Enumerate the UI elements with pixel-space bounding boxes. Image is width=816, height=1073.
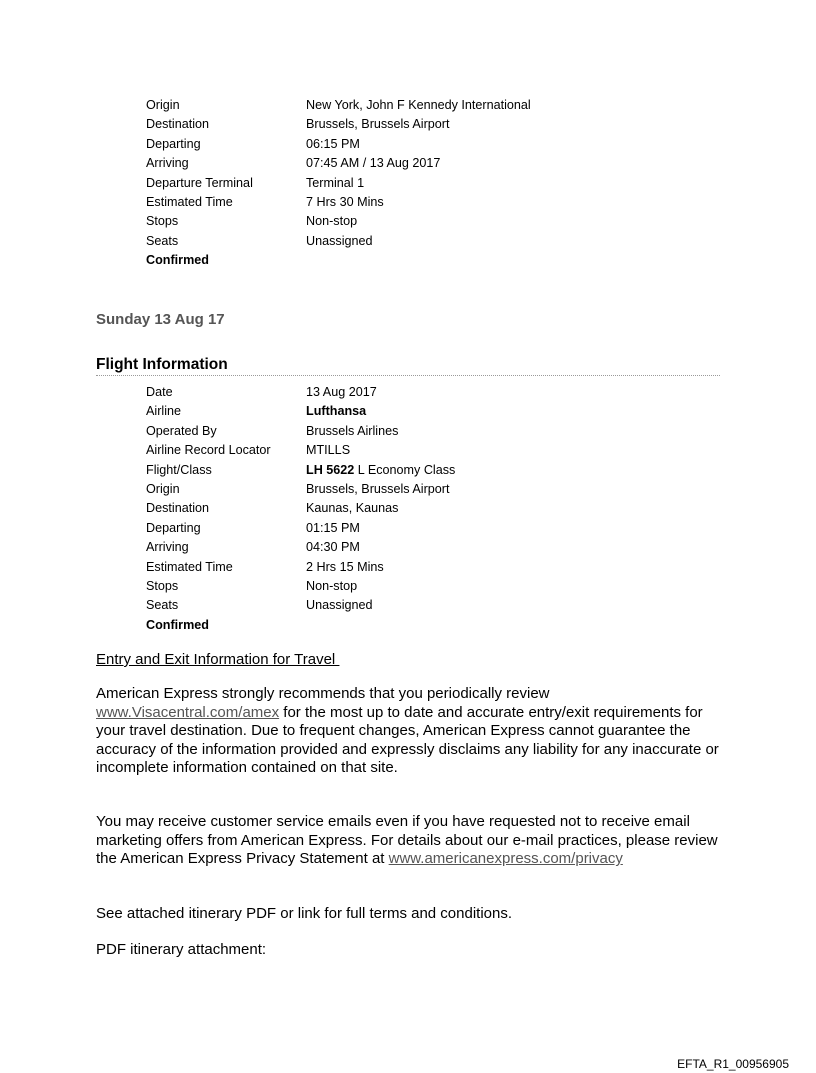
detail-row xyxy=(146,212,706,231)
detail-row-seats xyxy=(146,596,706,615)
detail-row xyxy=(146,193,706,212)
airline-name: Lufthansa xyxy=(306,404,367,419)
email-notice-paragraph xyxy=(96,813,724,869)
pdf-attachment-note: PDF itinerary attachment: xyxy=(96,941,267,958)
detail-row xyxy=(146,96,706,115)
detail-value: 07:45 AM / 13 Aug 2017 xyxy=(306,156,441,171)
detail-label: Destination xyxy=(146,117,210,132)
travel-class: L Economy Class xyxy=(354,462,456,477)
detail-row xyxy=(146,174,706,193)
detail-label: Departure Terminal xyxy=(146,175,253,190)
detail-row xyxy=(146,115,706,134)
email-notice-text: You may receive customer service emails even if you have requested not to receive email marketing offers from American Express. For details about our e-mail practices, please review the American Express Privacy Statement at xyxy=(96,813,718,868)
detail-row-stops xyxy=(146,577,706,596)
detail-label: Date xyxy=(146,385,173,399)
detail-row xyxy=(146,135,706,154)
entry-exit-text-end: for the most up to date and accurate entry/exit requirements for your travel destination. Due to frequent changes, American Express cannot guarantee the accuracy of the information provided and expressly disclaims any liability for any inaccurate or incomplete information contained on that site. xyxy=(96,703,719,777)
detail-label: Departing xyxy=(146,520,201,535)
detail-value: Brussels, Brussels Airport xyxy=(306,481,450,496)
detail-row-flight-class xyxy=(146,461,706,480)
detail-value: Non-stop xyxy=(306,214,358,229)
detail-label: Stops xyxy=(146,578,179,593)
document-id: EFTA_R1_00956905 xyxy=(677,1057,789,1071)
booking-status: Confirmed xyxy=(146,617,209,632)
detail-label: Airline Record Locator xyxy=(146,443,271,458)
detail-value: Terminal 1 xyxy=(306,175,365,190)
detail-value: 04:30 PM xyxy=(306,540,360,555)
detail-label: Departing xyxy=(146,136,201,151)
detail-label: Estimated Time xyxy=(146,194,233,209)
detail-value: Brussels Airlines xyxy=(306,423,399,438)
entry-exit-text-start: American Express strongly recommends that you periodically review xyxy=(96,685,550,702)
flight-number: LH 5622 xyxy=(306,462,355,477)
detail-value xyxy=(306,461,706,480)
detail-label: Seats xyxy=(146,233,179,248)
detail-row-estimated-time xyxy=(146,558,706,577)
detail-label: Airline xyxy=(146,404,181,419)
detail-value: 2 Hrs 15 Mins xyxy=(306,559,384,574)
terms-note: See attached itinerary PDF or link for full terms and conditions. xyxy=(96,905,513,922)
detail-row-departing xyxy=(146,519,706,538)
day-heading: Sunday 13 Aug 17 xyxy=(96,311,225,328)
detail-value: Non-stop xyxy=(306,578,358,593)
detail-row-airline xyxy=(146,402,706,421)
detail-value: Brussels, Brussels Airport xyxy=(306,117,450,132)
detail-value: 06:15 PM xyxy=(306,136,360,151)
detail-row-record-locator xyxy=(146,441,706,460)
detail-label: Destination xyxy=(146,501,210,516)
privacy-link[interactable]: www.americanexpress.com/privacy xyxy=(388,850,623,868)
detail-label: Estimated Time xyxy=(146,559,233,574)
detail-label: Flight/Class xyxy=(146,462,212,477)
booking-status: Confirmed xyxy=(146,253,209,268)
detail-label: Origin xyxy=(146,98,180,112)
detail-value: Unassigned xyxy=(306,233,373,248)
booking-status-row xyxy=(146,251,706,270)
entry-exit-paragraph xyxy=(96,685,724,778)
detail-row-arriving xyxy=(146,538,706,557)
flight-1-details xyxy=(146,96,706,271)
detail-value: Unassigned xyxy=(306,598,373,613)
detail-row-origin xyxy=(146,480,706,499)
flight-2-details xyxy=(146,383,706,635)
detail-row xyxy=(146,154,706,173)
record-locator: MTILLS xyxy=(306,443,351,458)
detail-row-date xyxy=(146,383,706,402)
detail-label: Stops xyxy=(146,214,179,229)
visacentral-link[interactable]: www.Visacentral.com/amex xyxy=(96,703,280,721)
detail-label: Arriving xyxy=(146,156,189,171)
entry-exit-heading: Entry and Exit Information for Travel xyxy=(96,651,340,668)
detail-value: 7 Hrs 30 Mins xyxy=(306,194,384,209)
detail-label: Operated By xyxy=(146,423,217,438)
flight-information-heading: Flight Information xyxy=(96,356,720,376)
detail-value: Kaunas, Kaunas xyxy=(306,501,399,516)
detail-label: Origin xyxy=(146,481,180,496)
detail-row xyxy=(146,232,706,251)
detail-row-operated-by xyxy=(146,422,706,441)
detail-value: 01:15 PM xyxy=(306,520,360,535)
booking-status-row xyxy=(146,616,706,635)
detail-label: Seats xyxy=(146,598,179,613)
detail-label: Arriving xyxy=(146,540,189,555)
detail-value: New York, John F Kennedy International xyxy=(306,98,531,112)
detail-value: 13 Aug 2017 xyxy=(306,385,377,399)
detail-row-destination xyxy=(146,499,706,518)
